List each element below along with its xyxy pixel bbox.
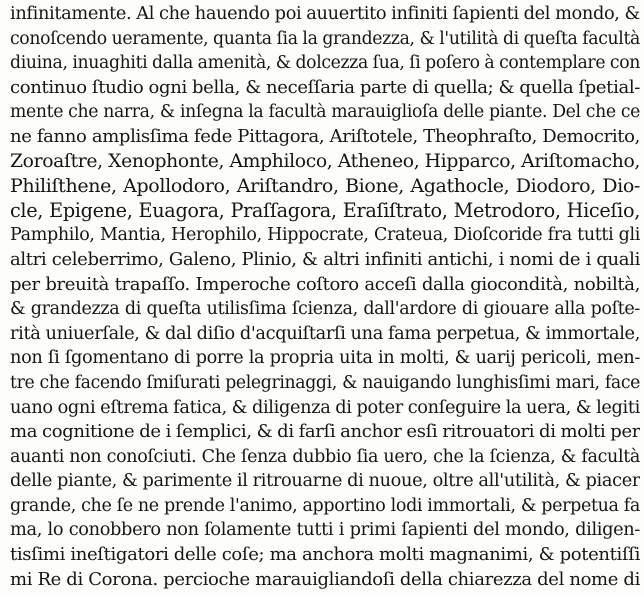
text-line: ne fanno amplisſima fede Pittagora, Ariſtotele, Theophraſto, Democrito, <box>10 125 640 147</box>
text-line: non ſi ſgomentano di porre la propria uita in molti, & uarij pericoli, men- <box>10 348 640 369</box>
text-line: tisſimi ineſtigatori delle coſe; ma anchora molti magnanimi, & potentiſſi <box>10 544 640 566</box>
text-line: cle, Epigene, Euagora, Praſſagora, Eraſiſtrato, Metrodoro, Hiceſio, <box>10 198 640 222</box>
text-line: ma, lo conobbero non ſolamente tutti i primi ſapienti del mondo, diligen- <box>10 520 640 541</box>
text-line: continuo ſtudio ogni bella, & neceſſaria parte di quella; & quella ſpetial- <box>10 76 640 98</box>
text-line: Pamphilo, Mantia, Herophilo, Hippocrate, Crateua, Dioſcoride fra tutti gli <box>10 225 640 246</box>
text-line: grande, che ſe ne prende l'animo, apportino lodi immortali, & perpetua fa <box>10 495 640 516</box>
text-line: & grandezza di queſta utilisſima ſcienza, dall'ardore di giouare alla poſte- <box>10 299 640 320</box>
text-line: ma cognitione de i ſemplici, & di farſi anchor esſi ritrouatori di molti per <box>10 421 640 443</box>
text-line: diuina, inuaghiti dalla amenità, & dolcezza ſua, ſi poſero à contemplare con <box>10 53 640 74</box>
text-line: mente che narra, & inſegna la facultà marauiglioſa delle piante. Del che ce <box>10 102 640 123</box>
text-line: rità uniuerſale, & dal diſio d'acquiſtarſi una fama perpetua, & immortale, <box>10 323 640 344</box>
text-line: delle piante, & parimente il ritrouarne di nuoue, oltre all'utilità, & piacer <box>10 471 640 492</box>
text-line: uano ogni eſtrema fatica, & diligenza di poter conſeguire la uera, & legiti <box>10 397 640 418</box>
text-line: altri celeberrimo, Galeno, Plinio, & altri infiniti antichi, i nomi de i quali <box>10 248 640 270</box>
body-text <box>10 2 640 592</box>
text-line: conoſcendo ueramente, quanta ſia la grandezza, & l'utilità di queſta facultà <box>10 28 640 49</box>
text-line: Philiſthene, Apollodoro, Ariſtandro, Bione, Agathocle, Diodoro, Dio- <box>10 175 640 198</box>
text-line: infinitamente. Al che hauendo poi auuertito infiniti ſapienti del mondo, & <box>10 4 640 24</box>
text-line: per breuità trapaſſo. Imperoche coſtoro acceſi dalla giocondità, nobiltà, <box>10 273 640 295</box>
text-line: tre che facendo ſmiſurati pelegrinaggi, & nauigando lunghisſimi mari, face <box>10 372 640 393</box>
text-line: auanti non conoſciuti. Che ſenza dubbio ſia uero, che la ſcienza, & facultà <box>10 446 640 467</box>
text-line: Zoroaſtre, Xenophonte, Amphiloco, Atheneo, Hipparco, Ariſtomacho, <box>10 150 640 172</box>
text-line: mi Re di Corona. percioche marauigliandoſi della chiarezza del nome di <box>10 568 640 590</box>
